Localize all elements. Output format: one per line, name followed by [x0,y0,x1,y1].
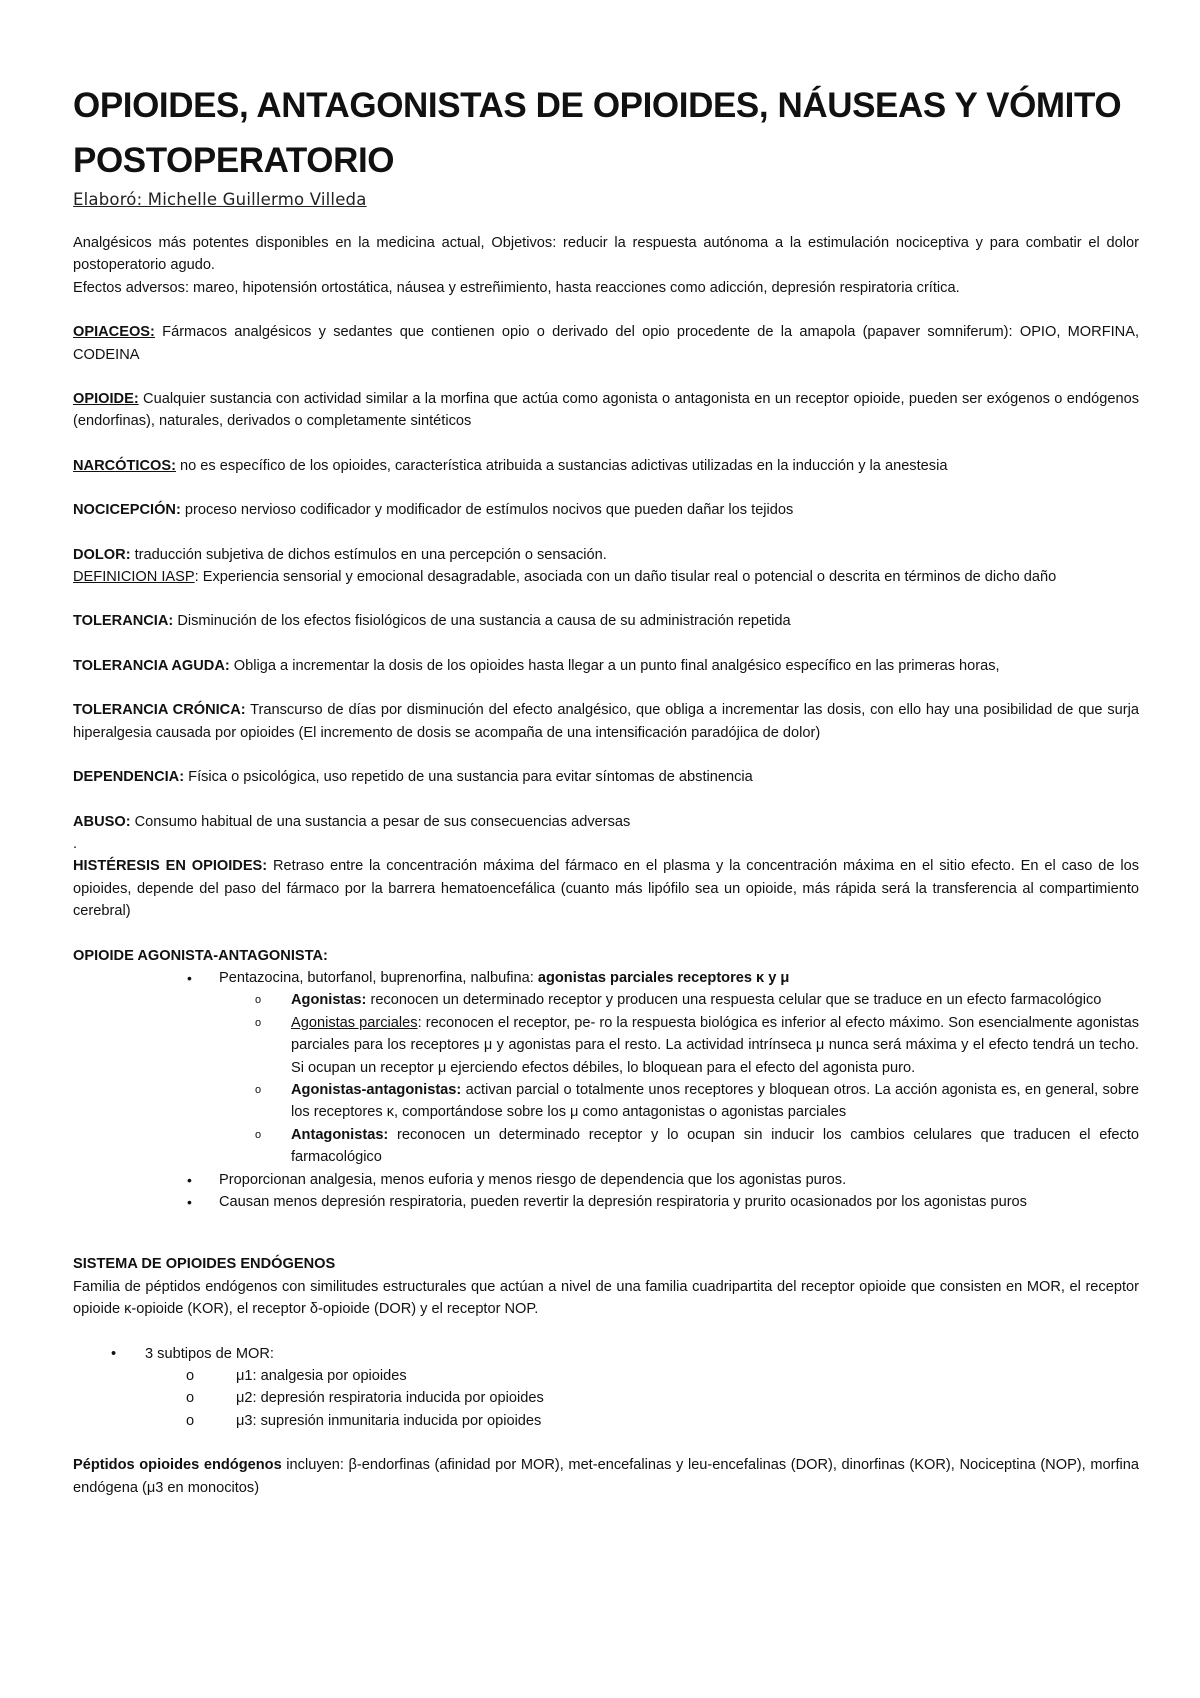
mor-list [73,1343,1139,1433]
definition-text: Obliga a incrementar la dosis de los opioides hasta llegar a un punto final analgésico específico en las primeras horas, [229,657,1000,674]
list-item-text: Causan menos depresión respiratoria, pueden revertir la depresión respiratoria y prurito ocasionados por los agonistas puros [219,1194,1027,1210]
definition-text: Fármacos analgésicos y sedantes que contienen opio o derivado del opio procedente de la amapola (papaver somniferum): OPIO, MORFINA, CODEINA [73,324,1139,363]
definition-text: Física o psicológica, uso repetido de una sustancia para evitar síntomas de abstinencia [184,769,753,786]
definition-text: Cualquier sustancia con actividad similar a la morfina que actúa como agonista o antagonista en un receptor opioide, pueden ser exógenos o endógenos (endorfinas), naturales, derivados o completamente sintéticos [73,391,1139,430]
list-item [73,1169,1139,1191]
term: μ1 [236,1368,253,1385]
list-item [219,1124,1139,1169]
definition-text: incluyen: β-endorfinas (afinidad por MOR), met-encefalinas y leu-encefalinas (DOR), dinorfinas (KOR), Nociceptina (NOP), morfina endógena (μ3 en monocitos) [73,1457,1139,1496]
document-title: OPIOIDES, ANTAGONISTAS DE OPIOIDES, NÁUSEAS Y VÓMITO POSTOPERATORIO [73,86,1122,180]
agonista-subtypes-list [219,989,1139,1168]
list-item-text: reconocen un determinado receptor y producen una respuesta celular que se traduce en un efecto farmacológico [366,992,1102,1009]
term: OPIOIDE: [73,391,139,408]
term: ABUSO: [73,813,131,830]
definition-text: no es específico de los opioides, característica atribuida a sustancias adictivas utilizadas en la inducción y la anestesia [175,457,948,474]
list-item [73,1343,1139,1433]
list-item [73,967,1139,1169]
term: DEFINICION IASP [73,569,195,586]
list-item-bold: agonistas parciales receptores κ y μ [537,969,790,986]
mor-subtypes-list [145,1365,1139,1432]
peptidos-paragraph [73,1454,1139,1499]
term: μ2 [236,1390,253,1407]
definition-dolor [73,544,1139,589]
term: DOLOR: [73,546,131,563]
definition-text: traducción subjetiva de dichos estímulos en una percepción o sensación. [130,546,607,563]
definition-opiaceos [73,321,1139,366]
term: TOLERANCIA AGUDA: [73,657,230,674]
intro-line-1: Analgésicos más potentes disponibles en la medicina actual, Objetivos: reducir la respuesta autónoma a la estimulación nociceptiva y para combatir el dolor postoperatorio agudo. [73,235,1139,274]
definition-text: Consumo habitual de una sustancia a pesar de sus consecuencias adversas [130,813,631,830]
list-item-text: Proporcionan analgesia, menos euforia y menos riesgo de dependencia que los agonistas puros. [219,1171,847,1188]
definition-text: Disminución de los efectos fisiológicos de una sustancia a causa de su administración repetida [173,613,791,630]
definition-tolerancia [73,610,1139,632]
definition-text: proceso nervioso codificador y modificador de estímulos nocivos que pueden dañar los tejidos [180,502,794,519]
endogenos-heading: SISTEMA DE OPIOIDES ENDÓGENOS [73,1256,336,1273]
agonista-antagonista-list [73,967,1139,1213]
list-item-text: : supresión inmunitaria inducida por opioides [252,1412,542,1429]
list-item-text: Pentazocina, butorfanol, buprenorfina, nalbufina: [219,969,538,986]
list-item-text: : analgesia por opioides [252,1368,407,1385]
list-item [73,1410,1139,1432]
term: DEPENDENCIA: [73,769,185,786]
author-line: Elaboró: Michelle Guillermo Villeda [73,190,367,209]
intro-paragraph [73,232,1139,299]
stray-dot: . [73,835,78,852]
definition-dependencia [73,766,1139,788]
definition-tolerancia-cronica [73,699,1139,744]
term: NOCICEPCIÓN: [73,502,181,519]
definition-nocicepcion [73,499,1139,521]
term: TOLERANCIA CRÓNICA: [73,702,246,719]
list-item [73,1191,1139,1213]
definition-narcoticos [73,455,1139,477]
term: Agonistas parciales [291,1014,418,1031]
definition-opioide [73,388,1139,433]
term: OPIACEOS: [73,324,155,341]
list-item [219,1079,1139,1124]
list-item-text: : reconocen el receptor, pe- ro la respuesta biológica es inferior al efecto máximo. Son esencialmente agonistas parciales para los receptores μ y agonistas para el resto. La actividad intrínseca μ nunca será máxima y el efecto tendrá un techo. Si ocupan un receptor μ ejerciendo efectos débiles, lo bloquean para el efecto del agonista puro. [291,1014,1139,1076]
list-item-text: : depresión respiratoria inducida por opioides [252,1390,544,1407]
term: Antagonistas: [291,1126,389,1143]
intro-line-2: Efectos adversos: mareo, hipotensión ortostática, náusea y estreñimiento, hasta reacciones como adicción, depresión respiratoria crítica. [73,279,960,296]
definition-histeresis [73,855,1139,922]
term: Péptidos opioides endógenos [73,1457,282,1474]
list-item [73,1365,1139,1387]
definition-text: : Experiencia sensorial y emocional desagradable, asociada con un daño tisular real o potencial o descrita en términos de dicho daño [194,569,1057,586]
term: HISTÉRESIS EN OPIOIDES: [73,858,268,875]
list-item-text: activan parcial o totalmente unos receptores y bloquean otros. La acción agonista es, en general, sobre los receptores κ, comportándose sobre los μ como antagonistas o agonistas parciales [291,1081,1139,1121]
list-item [219,1012,1139,1079]
definition-text: Retraso entre la concentración máxima del fármaco en el plasma y la concentración máxima en el sitio efecto. En el caso de los opioides, depende del paso del fármaco por la barrera hematoencefálica (cuanto más lipófilo sea un opioide, más rápida será la transferencia al compartimiento cerebral) [73,858,1139,920]
definition-text: Transcurso de días por disminución del efecto analgésico, que obliga a incrementar las dosis, con ello hay una posibilidad de que surja hiperalgesia causada por opioides (El incremento de dosis se acompaña de una intensificación paradójica de dolor) [73,702,1139,741]
list-item [219,989,1139,1011]
definition-abuso [73,811,1139,833]
list-item-text: 3 subtipos de MOR: [145,1345,274,1362]
document-content [73,78,1139,1499]
agonista-antagonista-heading: OPIOIDE AGONISTA-ANTAGONISTA: [73,947,328,964]
endogenos-paragraph: Familia de péptidos endógenos con similitudes estructurales que actúan a nivel de una familia cuadripartita del receptor opioide que consisten en MOR, el receptor opioide κ-opioide (KOR), el receptor δ-opioide (DOR) y el receptor NOP. [73,1278,1139,1318]
term: Agonistas: [291,992,367,1009]
term: NARCÓTICOS: [73,457,176,474]
list-item-text: reconocen un determinado receptor y lo ocupan sin inducir los cambios celulares que traducen el efecto farmacológico [291,1126,1139,1166]
list-item [73,1387,1139,1409]
term: μ3 [236,1412,253,1429]
term: TOLERANCIA: [73,613,174,630]
term: Agonistas-antagonistas: [291,1081,462,1098]
definition-tolerancia-aguda [73,655,1139,677]
